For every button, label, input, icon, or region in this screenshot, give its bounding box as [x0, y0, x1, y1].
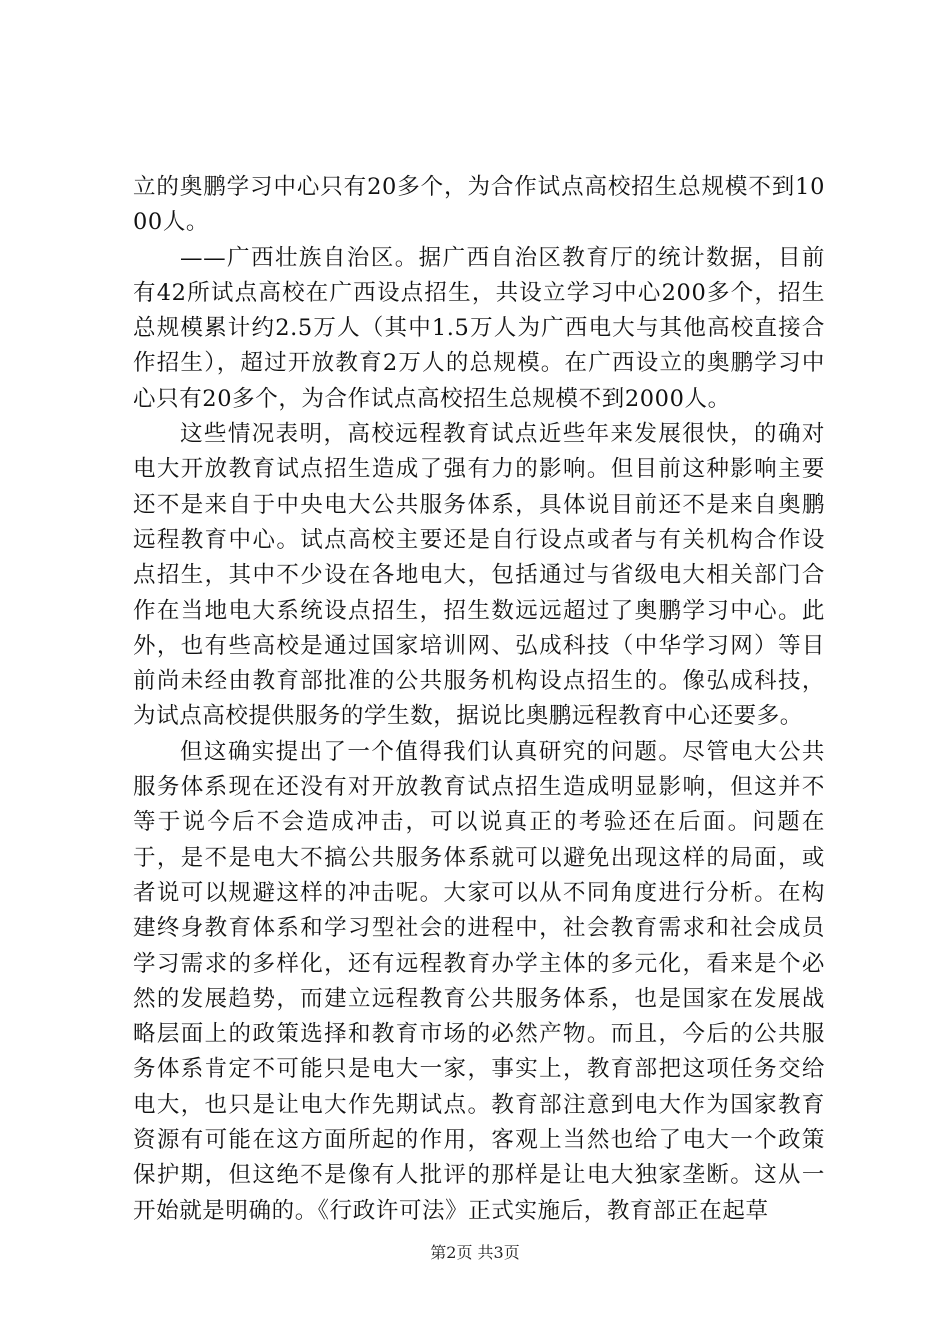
paragraph-guangxi: ——广西壮族自治区。据广西自治区教育厅的统计数据，目前有42所试点高校在广西设点招生，共设立学习中心200多个，招生总规模累计约2.5万人（其中1.5万人为广西电大与其他高校直接合作招生），超过开放教育2万人的总规模。在广西设立的奥鹏学习中心只有20多个，为合作试点高校招生总规模不到2000人。: [133, 244, 825, 412]
document-body: [133, 170, 825, 1229]
page-number-indicator: 第2页 共3页: [430, 1243, 520, 1262]
page-footer: [0, 1243, 950, 1263]
paragraph-public-service-question: 但这确实提出了一个值得我们认真研究的问题。尽管电大公共服务体系现在还没有对开放教育试点招生造成明显影响，但这并不等于说今后不会造成冲击，可以说真正的考验还在后面。问题在于，是不是电大不搞公共服务体系就可以避免出现这样的局面，或者说可以规避这样的冲击呢。大家可以从不同角度进行分析。在构建终身教育体系和学习型社会的进程中，社会教育需求和社会成员学习需求的多样化，还有远程教育办学主体的多元化，看来是个必然的发展趋势，而建立远程教育公共服务体系，也是国家在发展战略层面上的政策选择和教育市场的必然产物。而且，今后的公共服务体系肯定不可能只是电大一家，事实上，教育部把这项任务交给电大，也只是让电大作先期试点。教育部注意到电大作为国家教育资源有可能在这方面所起的作用，客观上当然也给了电大一个政策保护期，但这绝不是像有人批评的那样是让电大独家垄断。这从一开始就是明确的。《行政许可法》正式实施后，教育部正在起草: [133, 738, 825, 1224]
paragraph-continuation: 立的奥鹏学习中心只有20多个，为合作试点高校招生总规模不到1000人。: [133, 174, 825, 236]
paragraph-situation-analysis: 这些情况表明，高校远程教育试点近些年来发展很快，的确对电大开放教育试点招生造成了强有力的影响。但目前这种影响主要还不是来自于中央电大公共服务体系，具体说目前还不是来自奥鹏远程教育中心。试点高校主要还是自行设点或者与有关机构合作设点招生，其中不少设在各地电大，包括通过与省级电大相关部门合作在当地电大系统设点招生，招生数远远超过了奥鹏学习中心。此外，也有些高校是通过国家培训网、弘成科技（中华学习网）等目前尚未经由教育部批准的公共服务机构设点招生的。像弘成科技，为试点高校提供服务的学生数，据说比奥鹏远程教育中心还要多。: [133, 421, 825, 730]
